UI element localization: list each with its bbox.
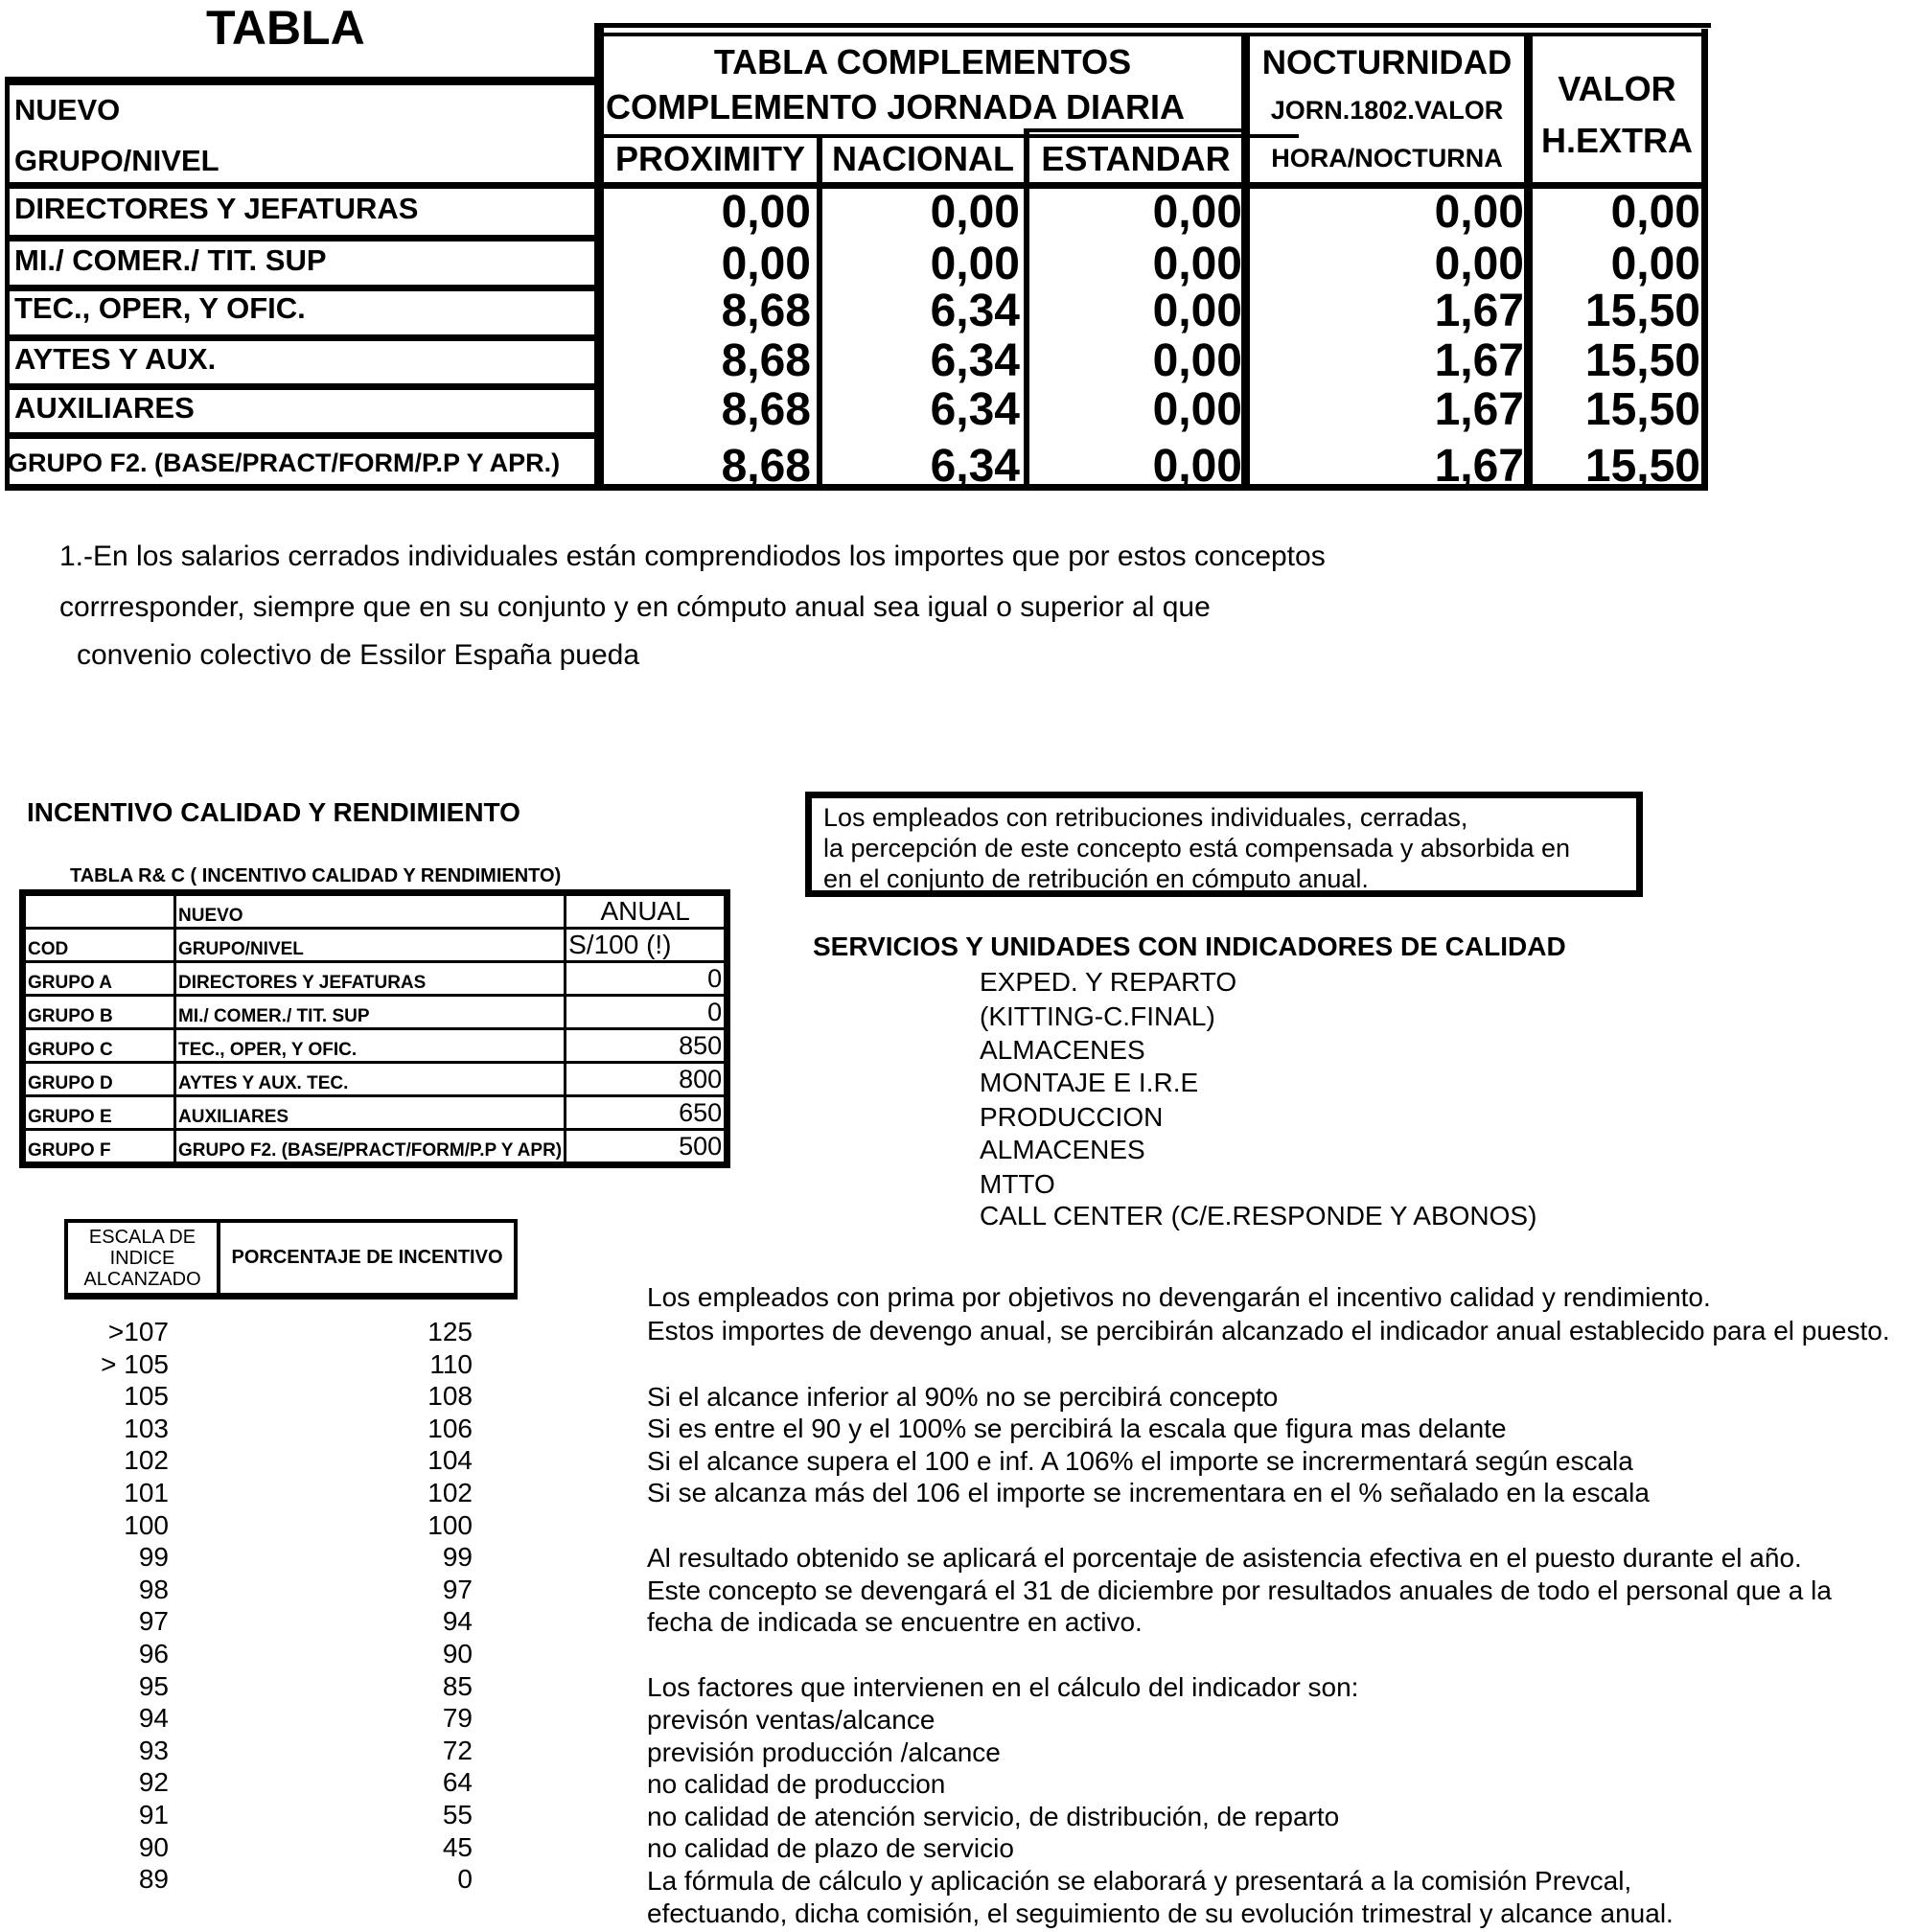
servicio-item: MONTAJE E I.R.E [980, 1068, 1199, 1097]
escala-percent: 110 [429, 1348, 473, 1379]
row-label: AYTES Y AUX. [14, 342, 217, 376]
escala-percent: 90 [442, 1639, 473, 1668]
rc-cell-anual: 500 [566, 1130, 728, 1165]
escala-index: 99 [138, 1542, 169, 1573]
escala-head-line3: ALCANZADO [83, 1268, 201, 1290]
cell-proximity: 0,00 [721, 239, 811, 289]
cell-hextra: 0,00 [1610, 239, 1700, 289]
escala-percent: 106 [427, 1413, 473, 1443]
escala-index: 97 [138, 1606, 169, 1637]
escala-percent: 85 [442, 1670, 473, 1701]
cell-estandar: 0,00 [1152, 286, 1242, 336]
cell-nacional: 6,34 [930, 286, 1020, 336]
rule-line: previsión producción /alcance [647, 1737, 1001, 1767]
col-proximity: PROXIMITY [614, 139, 806, 178]
rule-line: Si el alcance inferior al 90% no se percibirá concepto [647, 1382, 1279, 1412]
rc-table-caption: TABLA R& C ( INCENTIVO CALIDAD Y RENDIMIENTO) [70, 865, 562, 886]
col-valor: VALOR [1558, 69, 1676, 108]
rule-line: no calidad de produccion [647, 1769, 946, 1799]
escala-index: 96 [138, 1639, 169, 1668]
cell-nacional: 6,34 [930, 384, 1020, 435]
rc-cell-grupo: TEC., OPER, Y OFIC. [175, 1029, 566, 1063]
cell-hextra: 15,50 [1584, 441, 1700, 492]
rule-line: Los factores que intervienen en el cálculo del indicador son: [647, 1672, 1359, 1702]
escala-percent: 55 [442, 1800, 473, 1829]
row-label: DIRECTORES Y JEFATURAS [14, 192, 419, 225]
cell-hextra: 0,00 [1610, 187, 1700, 238]
escala-index: 100 [124, 1509, 169, 1540]
escala-percent: 102 [427, 1478, 473, 1507]
rc-cell-cod: GRUPO C [23, 1029, 175, 1063]
servicio-item: ALMACENES [980, 1135, 1145, 1164]
rc-cell-cod: GRUPO E [23, 1096, 175, 1130]
rc-row [23, 962, 728, 996]
cell-proximity: 8,68 [721, 384, 811, 435]
escala-index: 92 [138, 1767, 169, 1798]
note-line-3: convenio colectivo de Essilor España pueda [77, 639, 640, 671]
escala-percent: 104 [427, 1445, 473, 1476]
cell-proximity: 0,00 [721, 187, 811, 238]
col-nocturnidad: NOCTURNIDAD [1261, 44, 1513, 81]
rule-line: no calidad de atención servicio, de distribución, de reparto [647, 1802, 1340, 1831]
escala-header-porcentaje: PORCENTAJE DE INCENTIVO [231, 1247, 503, 1268]
escala-head-line1: ESCALA DE [88, 1226, 196, 1248]
escala-percent: 45 [442, 1831, 473, 1862]
cell-nocturnidad: 1,67 [1434, 441, 1524, 492]
rule-line: efectuando, dicha comisión, el seguimiento de su evolución trimestral y alcance anual. [647, 1898, 1674, 1928]
rc-cell-grupo: MI./ COMER./ TIT. SUP [175, 996, 566, 1029]
row-label: AUXILIARES [14, 391, 195, 425]
row-label: GRUPO F2. (BASE/PRACT/FORM/P.P Y APR.) [8, 448, 561, 477]
cell-estandar: 0,00 [1152, 239, 1242, 289]
cell-nocturnidad: 1,67 [1434, 384, 1524, 435]
cell-hextra: 15,50 [1584, 335, 1700, 386]
servicios-title: SERVICIOS Y UNIDADES CON INDICADORES DE CALIDAD [813, 932, 1566, 961]
rc-head-cod: COD [23, 929, 175, 962]
cell-estandar: 0,00 [1152, 187, 1242, 238]
rule-line: Al resultado obtenido se aplicará el porcentaje de asistencia efectiva en el puesto durante el año. [647, 1543, 1802, 1573]
col-nocturnidad-sub1: JORN.1802.VALOR [1270, 96, 1504, 125]
cell-proximity: 8,68 [721, 335, 811, 386]
escala-index: 93 [138, 1735, 169, 1765]
rc-row [23, 996, 728, 1029]
escala-percent: 79 [442, 1703, 473, 1734]
note-line-1: 1.-En los salarios cerrados individuales están comprendiodos los importes que por estos conceptos [59, 540, 1326, 572]
rule-line: Los empleados con prima por objetivos no devengarán el incentivo calidad y rendimiento. [647, 1282, 1711, 1312]
rc-cell-cod: GRUPO D [23, 1063, 175, 1096]
row-label: MI./ COMER./ TIT. SUP [14, 243, 327, 277]
group-header-nuevo: NUEVO [14, 93, 121, 126]
rc-cell-anual: 850 [566, 1029, 728, 1063]
rc-head-s100: S/100 (!) [566, 929, 728, 962]
escala-index: 102 [124, 1445, 169, 1476]
rc-row [23, 1130, 728, 1165]
rule-line: Si el alcance supera el 100 e inf. A 106% el importe se incrermentará según escala [647, 1446, 1633, 1476]
rule-line: fecha de indicada se encuentre en activo. [647, 1607, 1143, 1637]
escala-index: 91 [138, 1800, 169, 1829]
cell-nocturnidad: 1,67 [1434, 286, 1524, 336]
escala-percent: 99 [442, 1542, 473, 1573]
rc-table [19, 889, 730, 1168]
complementos-title: TABLA COMPLEMENTOS [713, 42, 1132, 81]
rule-line: Este concepto se devengará el 31 de diciembre por resultados anuales de todo el personal que a la [647, 1576, 1832, 1605]
escala-percent: 97 [442, 1574, 473, 1604]
servicio-item: MTTO [980, 1169, 1055, 1199]
cell-proximity: 8,68 [721, 441, 811, 492]
rc-head-grupo: GRUPO/NIVEL [175, 929, 566, 962]
rule-line: Estos importes de devengo anual, se percibirán alcanzado el indicador anual establecido para el puesto. [647, 1316, 1890, 1346]
rc-cell-cod: GRUPO F [23, 1130, 175, 1165]
cell-nocturnidad: 0,00 [1434, 239, 1524, 289]
servicio-item: ALMACENES [980, 1035, 1145, 1065]
escala-percent: 100 [427, 1509, 473, 1540]
rule-line: no calidad de plazo de servicio [647, 1833, 1014, 1863]
escala-percent: 108 [427, 1381, 473, 1412]
rc-cell-grupo: AUXILIARES [175, 1096, 566, 1130]
servicio-item: CALL CENTER (C/E.RESPONDE Y ABONOS) [980, 1201, 1537, 1230]
box-note-line-3: en el conjunto de retribución en cómputo anual. [823, 864, 1369, 893]
cell-nacional: 6,34 [930, 335, 1020, 386]
cell-estandar: 0,00 [1152, 441, 1242, 492]
rc-cell-grupo: DIRECTORES Y JEFATURAS [175, 962, 566, 996]
servicio-item: (KITTING-C.FINAL) [980, 1001, 1215, 1031]
col-hextra: H.EXTRA [1540, 121, 1693, 160]
rc-head-blank [23, 893, 175, 929]
incentivo-title: INCENTIVO CALIDAD Y RENDIMIENTO [27, 797, 520, 827]
rc-head-anual: ANUAL [566, 893, 728, 929]
retribuciones-note-box [805, 792, 1643, 897]
escala-index: 90 [138, 1831, 169, 1862]
servicio-item: EXPED. Y REPARTO [980, 967, 1237, 997]
escala-header-indice [68, 1223, 220, 1293]
rc-cell-anual: 650 [566, 1096, 728, 1130]
box-note-line-2: la percepción de este concepto está compensada y absorbida en [823, 834, 1571, 862]
cell-nocturnidad: 1,67 [1434, 335, 1524, 386]
rc-row [23, 1096, 728, 1130]
rule-line: Si es entre el 90 y el 100% se percibirá la escala que figura mas delante [647, 1414, 1507, 1443]
complemento-jornada-title: COMPLEMENTO JORNADA DIARIA [606, 87, 1186, 126]
escala-index: > 105 [101, 1348, 169, 1379]
rule-line: previsón ventas/alcance [647, 1705, 935, 1735]
rule-line: La fórmula de cálculo y aplicación se elaborará y presentará a la comisión Prevcal, [647, 1866, 1632, 1896]
rc-row [23, 1029, 728, 1063]
cell-nacional: 0,00 [930, 239, 1020, 289]
note-line-2: corrresponder, siempre que en su conjunto y en cómputo anual sea igual o superior al que [59, 591, 1211, 623]
servicio-item: PRODUCCION [980, 1102, 1164, 1132]
rc-cell-anual: 800 [566, 1063, 728, 1096]
col-estandar: ESTANDAR [1041, 139, 1231, 178]
rc-cell-cod: GRUPO B [23, 996, 175, 1029]
cell-nacional: 0,00 [930, 187, 1020, 238]
escala-percent: 0 [457, 1864, 473, 1895]
group-header-grupo-nivel: GRUPO/NIVEL [14, 144, 219, 177]
cell-hextra: 15,50 [1584, 286, 1700, 336]
escala-index: 105 [124, 1381, 169, 1412]
row-label: TEC., OPER, Y OFIC. [14, 291, 306, 325]
rc-cell-cod: GRUPO A [23, 962, 175, 996]
col-nacional: NACIONAL [832, 139, 1014, 178]
escala-index: 101 [124, 1478, 169, 1507]
escala-index: 103 [124, 1413, 169, 1443]
escala-percent: 64 [442, 1767, 473, 1798]
escala-index: 95 [138, 1670, 169, 1701]
cell-nacional: 6,34 [930, 441, 1020, 492]
escala-index: 94 [138, 1703, 169, 1734]
escala-index: 89 [138, 1864, 169, 1895]
cell-estandar: 0,00 [1152, 335, 1242, 386]
col-nocturnidad-sub2: HORA/NOCTURNA [1271, 144, 1503, 172]
cell-hextra: 15,50 [1584, 384, 1700, 435]
box-note-line-1: Los empleados con retribuciones individuales, cerradas, [823, 803, 1468, 832]
escala-percent: 94 [442, 1606, 473, 1637]
escala-head-line2: INDICE [109, 1247, 175, 1269]
escala-index: 98 [138, 1574, 169, 1604]
rule-line: Si se alcanza más del 106 el importe se incrementara en el % señalado en la escala [647, 1478, 1650, 1507]
tabla-title: TABLA [206, 1, 365, 55]
cell-proximity: 8,68 [721, 286, 811, 336]
escala-index: >107 [107, 1317, 169, 1346]
rc-cell-anual: 0 [566, 962, 728, 996]
rc-cell-grupo: GRUPO F2. (BASE/PRACT/FORM/P.P Y APR) [175, 1130, 566, 1165]
cell-nocturnidad: 0,00 [1434, 187, 1524, 238]
rc-head-nuevo: NUEVO [175, 893, 566, 929]
rc-cell-grupo: AYTES Y AUX. TEC. [175, 1063, 566, 1096]
rc-row [23, 1063, 728, 1096]
escala-percent: 72 [442, 1735, 473, 1765]
escala-percent: 125 [427, 1317, 473, 1346]
cell-estandar: 0,00 [1152, 384, 1242, 435]
rc-cell-anual: 0 [566, 996, 728, 1029]
escala-header [64, 1219, 518, 1300]
